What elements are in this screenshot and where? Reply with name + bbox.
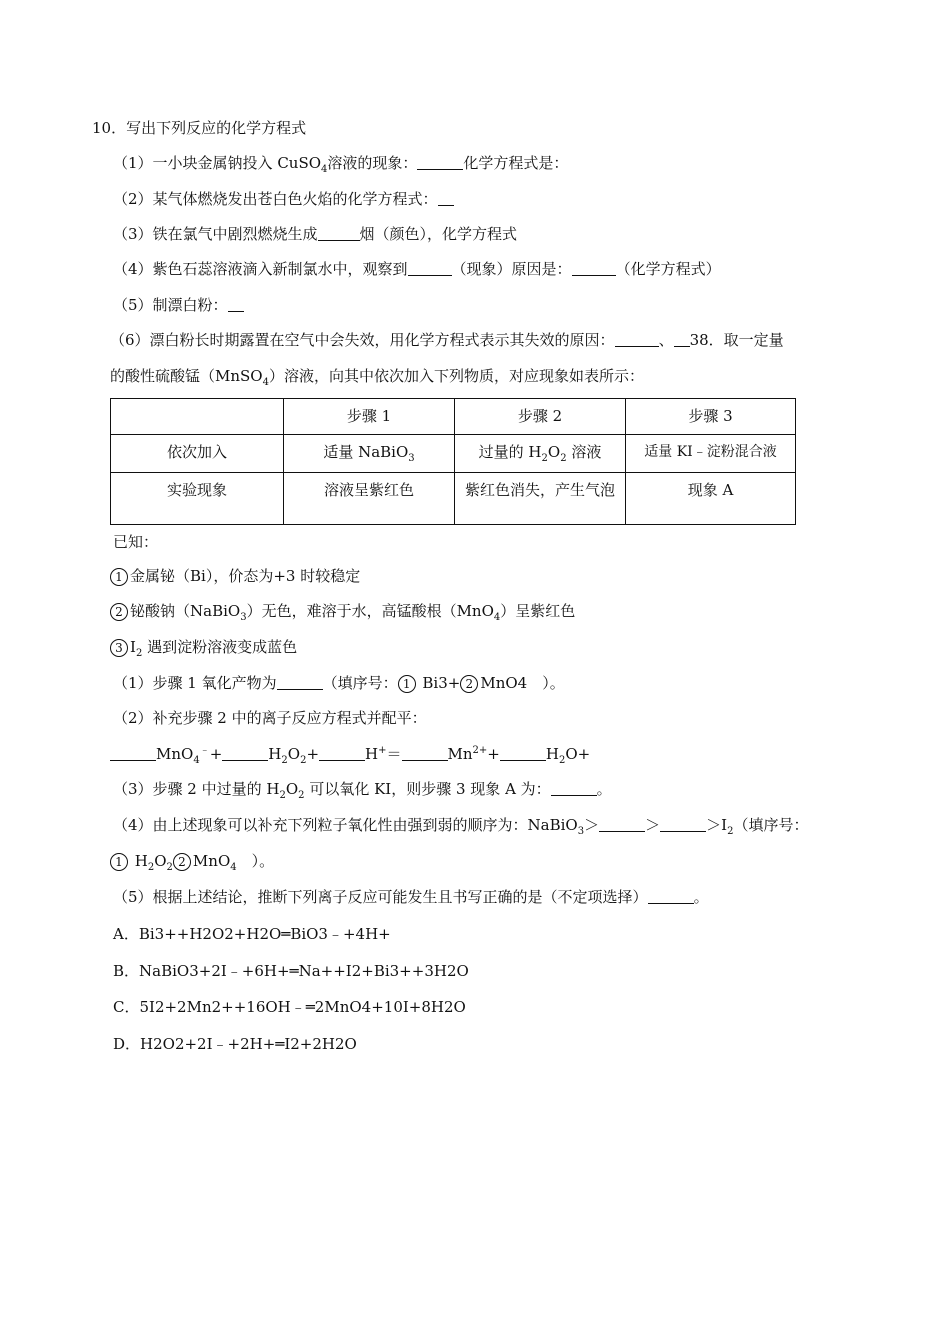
answer-blank[interactable] bbox=[408, 261, 452, 276]
circled-number: 1 bbox=[110, 853, 128, 871]
q38-intro: 的酸性硫酸锰（MnSO$_4$）溶液，向其中依次加入下列物质，对应现象如表所示： bbox=[110, 367, 644, 388]
answer-blank[interactable] bbox=[222, 746, 268, 761]
answer-blank[interactable] bbox=[318, 226, 360, 241]
table-header-row bbox=[111, 399, 796, 435]
table-cell: 步骤 2 bbox=[455, 399, 626, 435]
table-row bbox=[111, 435, 796, 473]
table-cell: 步骤 1 bbox=[284, 399, 455, 435]
option-a[interactable]: A．Bi3++H2O2+H2O═BiO3﹣+4H+ bbox=[113, 925, 391, 943]
known-label: 已知： bbox=[113, 533, 159, 551]
table-cell: 现象 A bbox=[626, 473, 796, 525]
circled-number: 1 bbox=[398, 675, 416, 693]
circled-number: 3 bbox=[110, 639, 128, 657]
table-cell bbox=[111, 399, 284, 435]
question-10-title: 10．写出下列反应的化学方程式 bbox=[92, 119, 307, 137]
q38-part4-options: 1 $H_2O_2$ 2 MnO$_4$ ）。 bbox=[110, 851, 274, 871]
q38-equation: $MnO_4^﹣+ H_2O_2+ H^+= Mn^{2+}+ H_2O+$ bbox=[110, 744, 590, 764]
circled-number: 2 bbox=[173, 853, 191, 871]
answer-blank[interactable] bbox=[110, 746, 156, 761]
q38-part4: （4）由上述现象可以补充下列粒子氧化性由强到弱的顺序为：NaBiO$_3$＞ ＞ $>I_2$（填序号： bbox=[113, 816, 809, 837]
table-cell: 依次加入 bbox=[111, 435, 284, 473]
known-item-3: 3 $I_2$ 遇到淀粉溶液变成蓝色 bbox=[110, 637, 297, 657]
option-c[interactable]: C．5I2+2Mn2++16OH﹣═2MnO4+10I+8H2O bbox=[113, 998, 466, 1016]
answer-blank[interactable] bbox=[402, 746, 448, 761]
table-cell: 过量的 $H_2O_2$ 溶液 bbox=[455, 435, 626, 473]
table-row bbox=[111, 473, 796, 525]
known-item-1: 1 金属铋（Bi），价态为+3 时较稳定 bbox=[110, 566, 360, 586]
answer-blank[interactable] bbox=[648, 889, 694, 904]
answer-blank[interactable] bbox=[551, 781, 597, 796]
answer-blank[interactable] bbox=[438, 191, 454, 206]
answer-blank[interactable] bbox=[660, 817, 706, 832]
q38-part3: （3）步骤 2 中过量的 $H_2O_2$ 可以氧化 KI，则步骤 3 现象 A 为： 。 bbox=[113, 780, 612, 801]
circled-number: 2 bbox=[110, 603, 128, 621]
option-d[interactable]: D．H2O2+2I﹣+2H+═I2+2H2O bbox=[113, 1035, 357, 1053]
table-cell: 紫红色消失，产生气泡 bbox=[455, 473, 626, 525]
option-b[interactable]: B．NaBiO3+2I﹣+6H+═Na++I2+Bi3++3H2O bbox=[113, 962, 469, 980]
answer-blank[interactable] bbox=[674, 332, 690, 347]
q10-part3: （3）铁在氯气中剧烈燃烧生成 烟（颜色），化学方程式 bbox=[113, 225, 518, 243]
q38-part2: （2）补充步骤 2 中的离子反应方程式并配平： bbox=[113, 709, 427, 727]
table-cell: 适量 KI﹣淀粉混合液 bbox=[626, 435, 796, 473]
answer-blank[interactable] bbox=[615, 332, 659, 347]
known-item-2: 2 铋酸钠（NaBiO$_3$）无色，难溶于水，高锰酸根（MnO$_4$）呈紫红色 bbox=[110, 601, 575, 621]
q10-part1: （1）一小块金属钠投入 CuSO$_4$溶液的现象： 化学方程式是： bbox=[113, 154, 569, 175]
table-cell: 溶液呈紫红色 bbox=[284, 473, 455, 525]
answer-blank[interactable] bbox=[417, 155, 463, 170]
circled-number: 2 bbox=[460, 675, 478, 693]
answer-blank[interactable] bbox=[572, 261, 616, 276]
table-cell: 步骤 3 bbox=[626, 399, 796, 435]
answer-blank[interactable] bbox=[319, 746, 365, 761]
q10-part4: （4）紫色石蕊溶液滴入新制氯水中，观察到 （现象）原因是： （化学方程式） bbox=[113, 260, 721, 278]
answer-blank[interactable] bbox=[599, 817, 645, 832]
q38-part5: （5）根据上述结论，推断下列离子反应可能发生且书写正确的是（不定项选择） 。 bbox=[113, 888, 709, 906]
q10-part2: （2）某气体燃烧发出苍白色火焰的化学方程式： bbox=[113, 189, 454, 209]
table-cell: 适量 NaBiO$_3$ bbox=[284, 435, 455, 473]
q10-part5: （5）制漂白粉： bbox=[113, 295, 244, 315]
q38-part1: （1）步骤 1 氧化产物为 （填序号： 1 Bi3+ 2 MnO4 ）。 bbox=[113, 674, 565, 692]
table-cell: 实验现象 bbox=[111, 473, 284, 525]
answer-blank[interactable] bbox=[228, 297, 244, 312]
answer-blank[interactable] bbox=[500, 746, 546, 761]
answer-blank[interactable] bbox=[277, 675, 323, 690]
q10-part6: （6）漂白粉长时期露置在空气中会失效，用化学方程式表示其失效的原因： 、 38．取一定量 bbox=[110, 331, 784, 349]
experiment-table bbox=[110, 398, 796, 525]
circled-number: 1 bbox=[110, 568, 128, 586]
